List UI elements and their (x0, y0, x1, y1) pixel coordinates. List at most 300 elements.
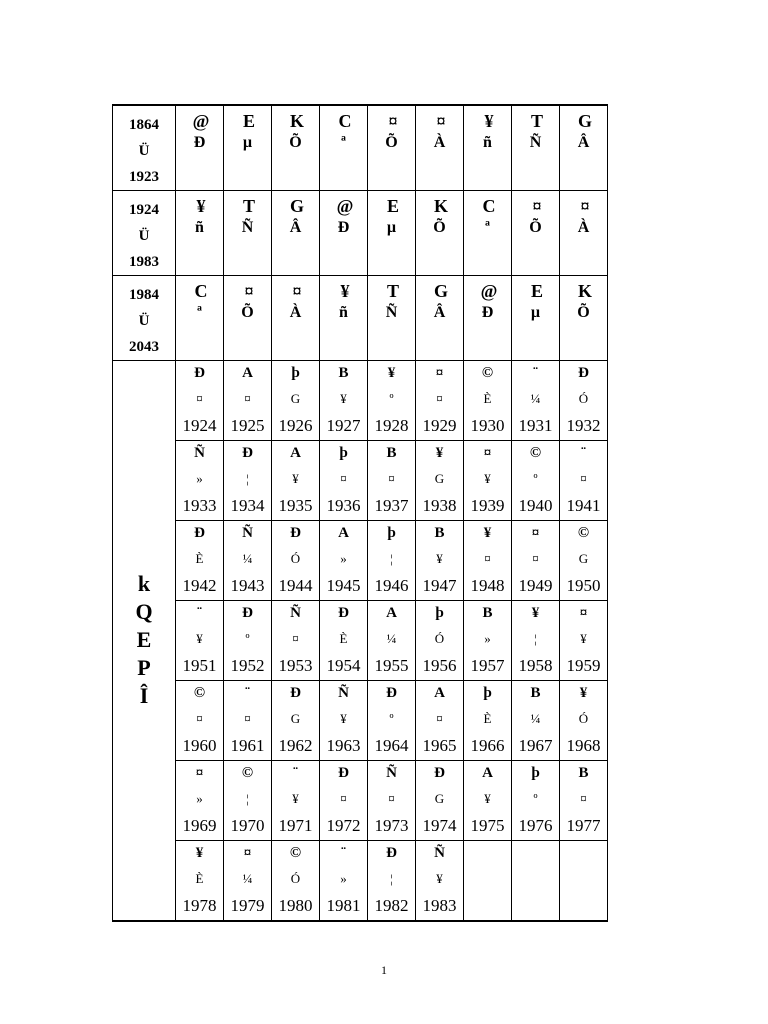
year-cell (320, 601, 368, 681)
glyph-bottom: Õ (433, 219, 446, 236)
glyph-top: @ (480, 281, 495, 301)
year-number: 1958 (518, 656, 553, 675)
year-cell (368, 841, 416, 921)
year-glyph-bottom: Ó (578, 391, 589, 406)
glyph-bottom: µ (386, 219, 397, 236)
year-number: 1946 (374, 576, 409, 595)
year-glyph-bottom: ¤ (436, 711, 443, 726)
page-number: 1 (381, 963, 387, 977)
year-glyph-top: Ñ (194, 445, 205, 461)
glyph-bottom: ñ (195, 219, 204, 236)
glyph-cell (512, 105, 560, 191)
year-glyph-top: B (338, 365, 349, 381)
year-number: 1965 (422, 736, 457, 755)
glyph-bottom: Ñ (241, 219, 254, 236)
year-glyph-top: B (434, 525, 445, 541)
year-glyph-top: þ (483, 685, 492, 701)
glyph-cell (512, 276, 560, 361)
year-number: 1963 (326, 736, 361, 755)
side-glyph: Î (139, 683, 149, 709)
year-cell (224, 681, 272, 761)
range-start: 1924 (129, 202, 159, 218)
year-number: 1971 (278, 816, 313, 835)
year-number: 1929 (422, 416, 457, 435)
year-cell (176, 361, 224, 441)
glyph-cell (272, 276, 320, 361)
glyph-top: G (577, 111, 589, 131)
year-cell (464, 441, 512, 521)
year-cell (368, 361, 416, 441)
year-glyph-bottom: G (434, 471, 445, 486)
year-table (112, 104, 608, 922)
year-glyph-bottom: È (483, 711, 492, 726)
year-glyph-bottom: ¥ (196, 631, 203, 646)
year-number: 1955 (374, 656, 409, 675)
glyph-bottom: Ð (481, 304, 494, 321)
glyph-cell (176, 105, 224, 191)
glyph-bottom: ª (197, 304, 202, 321)
year-glyph-top: ¥ (387, 365, 396, 381)
year-glyph-top: B (386, 445, 397, 461)
year-glyph-bottom: G (578, 551, 589, 566)
year-number: 1982 (374, 895, 409, 915)
side-label (113, 361, 176, 921)
year-row (113, 681, 608, 761)
glyph-bottom: Õ (289, 134, 302, 151)
year-glyph-top: Ð (434, 765, 445, 781)
glyph-top: K (577, 281, 589, 301)
year-row (113, 521, 608, 601)
year-cell (560, 361, 608, 441)
year-glyph-bottom: ¤ (340, 791, 347, 806)
glyph-cell (224, 191, 272, 276)
range-start: 1864 (129, 117, 159, 133)
year-glyph-bottom: G (434, 791, 445, 806)
year-number: 1928 (374, 416, 409, 435)
glyph-bottom: À (577, 219, 590, 236)
year-glyph-bottom: ¤ (388, 471, 395, 486)
year-glyph-top: Ñ (290, 605, 301, 621)
year-glyph-top: A (242, 365, 253, 381)
year-number: 1979 (230, 895, 265, 915)
year-glyph-top: ¤ (195, 765, 204, 781)
glyph-top: K (289, 111, 301, 131)
year-cell (464, 361, 512, 441)
year-cell (176, 441, 224, 521)
year-glyph-top: Ð (194, 365, 205, 381)
year-glyph-top: © (289, 845, 302, 861)
glyph-top: C (194, 281, 205, 301)
year-number: 1959 (566, 656, 601, 675)
year-cell (368, 761, 416, 841)
glyph-cell (368, 105, 416, 191)
glyph-top: ¤ (580, 196, 587, 216)
year-cell (272, 681, 320, 761)
year-number: 1935 (278, 496, 313, 515)
year-glyph-bottom: È (195, 871, 204, 886)
year-number: 1933 (182, 496, 217, 515)
year-cell (224, 441, 272, 521)
glyph-top: G (433, 281, 445, 301)
year-glyph-bottom: È (339, 631, 348, 646)
year-glyph-bottom: ¥ (484, 791, 491, 806)
glyph-top: ¥ (484, 111, 491, 131)
range-sep: Ü (138, 143, 150, 159)
year-cell (464, 521, 512, 601)
year-cell (512, 681, 560, 761)
glyph-top: C (338, 111, 349, 131)
year-glyph-bottom: » (196, 471, 203, 486)
year-glyph-top: © (529, 445, 542, 461)
glyph-bottom: ñ (339, 304, 348, 321)
year-glyph-bottom: G (290, 711, 301, 726)
year-cell (416, 521, 464, 601)
year-number: 1973 (374, 816, 409, 835)
glyph-top: ¥ (196, 196, 203, 216)
year-glyph-top: ¨ (341, 845, 346, 861)
year-number: 1978 (182, 895, 217, 915)
year-number: 1975 (470, 816, 505, 835)
glyph-top: K (433, 196, 445, 216)
year-number: 1937 (374, 496, 409, 515)
year-cell (224, 361, 272, 441)
glyph-top: ¤ (292, 281, 299, 301)
glyph-bottom: µ (242, 134, 253, 151)
side-glyph: Q (135, 599, 153, 625)
year-cell (512, 601, 560, 681)
year-glyph-top: þ (435, 605, 444, 621)
range-label (113, 191, 176, 276)
year-glyph-top: ¨ (581, 445, 586, 461)
glyph-cell (464, 191, 512, 276)
year-cell (272, 761, 320, 841)
year-glyph-bottom: » (340, 551, 347, 566)
year-number: 1983 (422, 895, 457, 915)
year-cell (176, 761, 224, 841)
year-glyph-bottom: ¦ (534, 631, 537, 646)
glyph-top: @ (192, 111, 207, 131)
year-glyph-bottom: » (340, 871, 347, 886)
year-glyph-top: B (482, 605, 493, 621)
year-glyph-bottom: ¤ (340, 471, 347, 486)
glyph-bottom: ñ (483, 134, 492, 151)
year-cell (464, 681, 512, 761)
year-glyph-bottom: ¥ (340, 711, 347, 726)
year-cell (560, 601, 608, 681)
range-row (113, 105, 608, 191)
year-glyph-top: Ð (386, 685, 397, 701)
year-cell (464, 761, 512, 841)
year-glyph-bottom: È (483, 391, 492, 406)
range-sep: Ü (138, 228, 150, 244)
side-glyph: k (137, 571, 151, 597)
year-glyph-top: þ (531, 765, 540, 781)
year-glyph-top: Ð (290, 685, 301, 701)
year-glyph-top: Ð (242, 605, 253, 621)
glyph-cell (320, 191, 368, 276)
year-row (113, 361, 608, 441)
year-glyph-top: Ð (338, 765, 349, 781)
year-glyph-top: ¥ (579, 685, 588, 701)
year-number: 1924 (182, 416, 217, 435)
year-glyph-top: þ (339, 445, 348, 461)
year-cell (272, 841, 320, 921)
year-glyph-top: A (386, 605, 397, 621)
year-cell (368, 521, 416, 601)
year-glyph-top: ¤ (243, 845, 252, 861)
glyph-top: @ (336, 196, 351, 216)
year-cell (368, 681, 416, 761)
year-number: 1944 (278, 576, 313, 595)
glyph-bottom: Ð (337, 219, 350, 236)
year-row (113, 841, 608, 921)
glyph-bottom: Â (433, 304, 446, 321)
year-number: 1976 (518, 816, 553, 835)
year-glyph-bottom: Ó (290, 871, 301, 886)
year-cell (320, 841, 368, 921)
year-glyph-bottom: ¦ (390, 871, 393, 886)
year-glyph-bottom: º (389, 711, 394, 726)
year-cell (272, 361, 320, 441)
year-number: 1966 (470, 736, 505, 755)
glyph-top: ¥ (340, 281, 347, 301)
year-glyph-bottom: º (533, 791, 538, 806)
glyph-cell (224, 105, 272, 191)
year-glyph-bottom: ¦ (246, 471, 249, 486)
year-number: 1948 (470, 576, 505, 595)
year-glyph-top: ¥ (483, 525, 492, 541)
glyph-bottom: À (289, 304, 302, 321)
year-number: 1962 (278, 736, 313, 755)
year-glyph-top: Ð (290, 525, 301, 541)
year-cell (512, 441, 560, 521)
year-number: 1947 (422, 576, 457, 595)
year-cell (416, 841, 464, 921)
year-glyph-top: Ð (338, 605, 349, 621)
year-number: 1980 (278, 895, 313, 915)
year-number: 1977 (566, 816, 601, 835)
year-number: 1938 (422, 496, 457, 515)
glyph-top: T (530, 111, 540, 131)
year-number: 1925 (230, 416, 265, 435)
year-glyph-top: ¨ (245, 685, 250, 701)
year-glyph-bottom: ¤ (580, 791, 587, 806)
year-cell (320, 761, 368, 841)
year-glyph-top: B (530, 685, 541, 701)
year-glyph-top: A (338, 525, 349, 541)
range-end: 2043 (129, 339, 159, 355)
year-glyph-bottom: ¤ (484, 551, 491, 566)
year-glyph-bottom: ¥ (340, 391, 347, 406)
year-glyph-top: A (482, 765, 493, 781)
glyph-cell (464, 276, 512, 361)
glyph-cell (272, 191, 320, 276)
glyph-cell (560, 191, 608, 276)
year-number: 1927 (326, 416, 361, 435)
year-number: 1956 (422, 656, 457, 675)
year-glyph-bottom: ¤ (436, 391, 443, 406)
empty-cell (512, 841, 560, 921)
year-cell (320, 441, 368, 521)
glyph-bottom: Ñ (529, 134, 542, 151)
year-cell (512, 521, 560, 601)
glyph-top: E (242, 111, 252, 131)
year-cell (416, 441, 464, 521)
empty-cell (464, 841, 512, 921)
year-glyph-bottom: ¼ (242, 551, 253, 566)
year-glyph-bottom: ¤ (244, 391, 251, 406)
year-cell (176, 841, 224, 921)
range-row (113, 276, 608, 361)
year-glyph-top: B (578, 765, 589, 781)
year-glyph-top: © (241, 765, 254, 781)
year-number: 1936 (326, 496, 361, 515)
glyph-cell (176, 191, 224, 276)
year-cell (224, 601, 272, 681)
year-glyph-bottom: ¤ (580, 471, 587, 486)
year-cell (224, 521, 272, 601)
side-glyph: P (137, 655, 151, 681)
year-glyph-bottom: ¤ (196, 391, 203, 406)
year-cell (272, 441, 320, 521)
year-glyph-bottom: ¤ (244, 711, 251, 726)
year-cell (416, 361, 464, 441)
year-glyph-top: ¥ (195, 845, 204, 861)
year-glyph-bottom: Ó (290, 551, 301, 566)
glyph-cell (368, 191, 416, 276)
year-cell (560, 521, 608, 601)
year-number: 1931 (518, 416, 553, 435)
year-glyph-bottom: ¥ (436, 871, 443, 886)
year-glyph-bottom: ¦ (246, 791, 249, 806)
year-number: 1949 (518, 576, 553, 595)
glyph-bottom: Õ (385, 134, 398, 151)
year-glyph-bottom: ¼ (530, 391, 541, 406)
year-cell (416, 681, 464, 761)
year-cell (368, 441, 416, 521)
glyph-top: E (530, 281, 540, 301)
year-cell (512, 761, 560, 841)
glyph-cell (416, 105, 464, 191)
year-glyph-bottom: ¼ (242, 871, 253, 886)
glyph-top: ¤ (532, 196, 539, 216)
year-glyph-top: ¤ (579, 605, 588, 621)
year-glyph-top: þ (387, 525, 396, 541)
glyph-cell (512, 191, 560, 276)
range-sep: Ü (138, 313, 150, 329)
year-glyph-top: A (290, 445, 301, 461)
glyph-top: ¤ (244, 281, 251, 301)
year-glyph-bottom: ¥ (292, 791, 299, 806)
year-number: 1934 (230, 496, 265, 515)
glyph-bottom: À (433, 134, 446, 151)
glyph-top: G (289, 196, 301, 216)
glyph-bottom: Ñ (385, 304, 398, 321)
year-number: 1969 (182, 816, 217, 835)
year-glyph-bottom: » (484, 631, 491, 646)
year-number: 1970 (230, 816, 265, 835)
year-cell (176, 601, 224, 681)
year-number: 1932 (566, 416, 601, 435)
glyph-bottom: ª (341, 134, 346, 151)
year-number: 1981 (326, 895, 361, 915)
year-number: 1972 (326, 816, 361, 835)
glyph-bottom: ª (485, 219, 490, 236)
year-cell (320, 361, 368, 441)
glyph-cell (560, 105, 608, 191)
year-glyph-top: Ð (578, 365, 589, 381)
year-glyph-bottom: Ó (434, 631, 445, 646)
year-glyph-bottom: Ó (578, 711, 589, 726)
year-glyph-bottom: º (245, 631, 250, 646)
year-cell (272, 601, 320, 681)
year-glyph-bottom: ¥ (484, 471, 491, 486)
range-label (113, 276, 176, 361)
year-glyph-bottom: º (389, 391, 394, 406)
year-cell (272, 521, 320, 601)
year-glyph-bottom: ¼ (386, 631, 397, 646)
year-number: 1953 (278, 656, 313, 675)
year-cell (560, 761, 608, 841)
year-number: 1939 (470, 496, 505, 515)
year-number: 1952 (230, 656, 265, 675)
year-number: 1926 (278, 416, 313, 435)
year-row (113, 441, 608, 521)
glyph-bottom: Õ (529, 219, 542, 236)
glyph-top: T (242, 196, 252, 216)
year-number: 1941 (566, 496, 601, 515)
year-cell (416, 761, 464, 841)
year-glyph-bottom: » (196, 791, 203, 806)
year-cell (224, 761, 272, 841)
year-glyph-top: ¨ (197, 605, 202, 621)
year-glyph-top: ¥ (531, 605, 540, 621)
year-glyph-top: ¤ (483, 445, 492, 461)
year-number: 1945 (326, 576, 361, 595)
year-cell (464, 601, 512, 681)
year-cell (320, 521, 368, 601)
year-glyph-top: © (193, 685, 206, 701)
year-glyph-top: ¨ (293, 765, 298, 781)
range-end: 1983 (129, 254, 159, 270)
year-number: 1967 (518, 736, 553, 755)
year-glyph-bottom: ¦ (390, 551, 393, 566)
glyph-top: T (386, 281, 396, 301)
year-glyph-bottom: ¤ (292, 631, 299, 646)
glyph-cell (320, 276, 368, 361)
glyph-top: ¤ (436, 111, 443, 131)
glyph-cell (224, 276, 272, 361)
year-number: 1960 (182, 736, 217, 755)
year-cell (224, 841, 272, 921)
year-glyph-bottom: ¥ (436, 551, 443, 566)
year-glyph-top: Ñ (434, 845, 445, 861)
year-row (113, 761, 608, 841)
year-number: 1961 (230, 736, 265, 755)
year-glyph-bottom: ¤ (388, 791, 395, 806)
year-number: 1968 (566, 736, 601, 755)
side-glyph: E (136, 627, 152, 653)
year-glyph-top: A (434, 685, 445, 701)
year-glyph-bottom: º (533, 471, 538, 486)
year-glyph-top: ¥ (435, 445, 444, 461)
glyph-bottom: Õ (577, 304, 590, 321)
year-cell (560, 441, 608, 521)
year-cell (368, 601, 416, 681)
glyph-cell (272, 105, 320, 191)
year-number: 1951 (182, 656, 217, 675)
year-cell (320, 681, 368, 761)
